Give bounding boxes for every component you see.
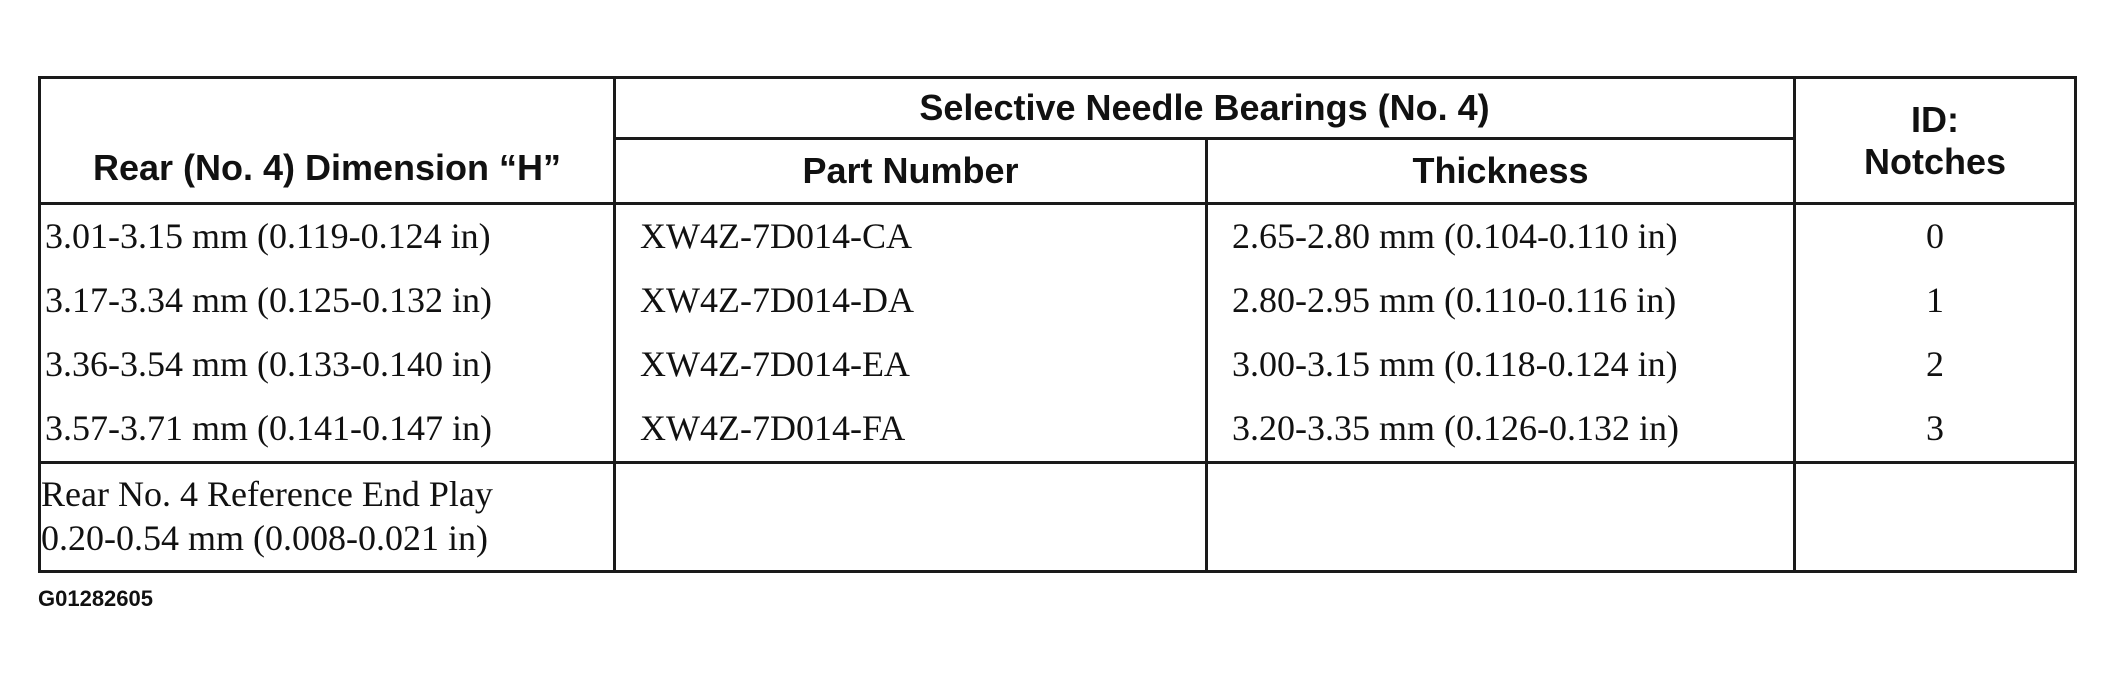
empty-cell — [1207, 463, 1795, 572]
header-row-top — [40, 78, 2076, 139]
table-row — [40, 333, 2076, 397]
cell-thickness: 3.00-3.15 mm (0.118-0.124 in) — [1207, 333, 1795, 397]
cell-thickness: 2.65-2.80 mm (0.104-0.110 in) — [1207, 204, 1795, 270]
table-row — [40, 204, 2076, 270]
header-id-label: ID: — [1911, 99, 1959, 141]
empty-cell — [615, 463, 1207, 572]
table-row — [40, 397, 2076, 463]
header-part-number: Part Number — [615, 139, 1207, 204]
header-id-notches — [1795, 78, 2076, 204]
cell-notches: 3 — [1795, 397, 2076, 463]
header-selective-needle-bearings: Selective Needle Bearings (No. 4) — [615, 78, 1795, 139]
reference-end-play-label: Rear No. 4 Reference End Play — [41, 474, 493, 515]
cell-dimension: 3.17-3.34 mm (0.125-0.132 in) — [40, 269, 615, 333]
cell-thickness: 3.20-3.35 mm (0.126-0.132 in) — [1207, 397, 1795, 463]
cell-dimension: 3.57-3.71 mm (0.141-0.147 in) — [40, 397, 615, 463]
cell-part-number: XW4Z-7D014-DA — [615, 269, 1207, 333]
cell-dimension: 3.01-3.15 mm (0.119-0.124 in) — [40, 204, 615, 270]
reference-end-play-cell — [40, 463, 615, 572]
reference-end-play-value: 0.20-0.54 mm (0.008-0.021 in) — [41, 518, 488, 558]
cell-notches: 2 — [1795, 333, 2076, 397]
cell-part-number: XW4Z-7D014-CA — [615, 204, 1207, 270]
header-notches-label: Notches — [1863, 140, 2007, 182]
bearing-selection-table — [38, 76, 2077, 573]
cell-part-number: XW4Z-7D014-EA — [615, 333, 1207, 397]
empty-cell — [1795, 463, 2076, 572]
header-thickness: Thickness — [1207, 139, 1795, 204]
figure-id: G01282605 — [38, 586, 153, 611]
cell-part-number: XW4Z-7D014-FA — [615, 397, 1207, 463]
cell-thickness: 2.80-2.95 mm (0.110-0.116 in) — [1207, 269, 1795, 333]
reference-end-play-row — [40, 463, 2076, 572]
cell-notches: 1 — [1795, 269, 2076, 333]
cell-notches: 0 — [1795, 204, 2076, 270]
cell-dimension: 3.36-3.54 mm (0.133-0.140 in) — [40, 333, 615, 397]
table-row — [40, 269, 2076, 333]
header-dimension: Rear (No. 4) Dimension “H” — [40, 78, 615, 204]
